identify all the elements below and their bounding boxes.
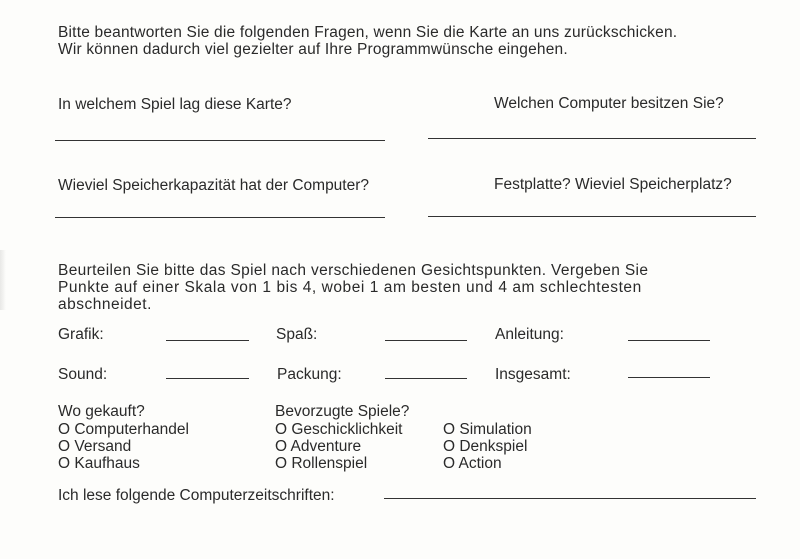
rating-line-spass[interactable] [385,340,467,341]
purchase-option-versand[interactable]: O Versand [58,438,132,455]
rating-text-line-2: Punkte auf einer Skala von 1 bis 4, wobei 1 am besten und 4 am schlechtesten [58,279,642,296]
preferred-title: Bevorzugte Spiele? [275,403,410,420]
rating-text-line-1: Beurteilen Sie bitte das Spiel nach verschiedenen Gesichtspunkten. Vergeben Sie [58,262,649,279]
rating-label-grafik: Grafik: [58,326,104,343]
question-memory: Wieviel Speicherkapazität hat der Computer? [58,177,370,194]
rating-text-line-3: abschneidet. [58,296,152,313]
preferred-option-rollenspiel[interactable]: O Rollenspiel [275,455,368,472]
answer-line-memory[interactable] [55,217,385,218]
purchase-title: Wo gekauft? [58,403,145,420]
rating-label-sound: Sound: [58,366,108,383]
rating-label-packung: Packung: [277,366,342,383]
preferred-option-simulation[interactable]: O Simulation [443,421,532,438]
preferred-option-geschicklichkeit[interactable]: O Geschicklichkeit [275,421,403,438]
answer-line-game[interactable] [55,140,385,141]
rating-line-sound[interactable] [166,378,249,379]
rating-line-insgesamt[interactable] [628,377,710,378]
rating-label-anleitung: Anleitung: [495,326,564,343]
preferred-option-denkspiel[interactable]: O Denkspiel [443,438,528,455]
answer-line-harddisk[interactable] [428,216,756,217]
question-game: In welchem Spiel lag diese Karte? [58,96,292,113]
intro-line-1: Bitte beantworten Sie die folgenden Fragen, wenn Sie die Karte an uns zurückschicken. [58,24,678,41]
rating-line-grafik[interactable] [166,340,249,341]
purchase-option-computerhandel[interactable]: O Computerhandel [58,421,189,438]
rating-line-packung[interactable] [385,378,467,379]
answer-line-computer[interactable] [428,138,756,139]
purchase-option-kaufhaus[interactable]: O Kaufhaus [58,455,140,472]
question-computer: Welchen Computer besitzen Sie? [494,95,724,112]
rating-label-insgesamt: Insgesamt: [495,366,571,383]
magazines-label: Ich lese folgende Computerzeitschriften: [58,487,335,504]
intro-line-2: Wir können dadurch viel gezielter auf Ihre Programmwünsche eingehen. [58,41,568,58]
magazines-answer-line[interactable] [384,498,756,499]
rating-label-spass: Spaß: [276,326,318,343]
preferred-option-action[interactable]: O Action [443,455,502,472]
card-edge-shadow [0,250,6,310]
preferred-option-adventure[interactable]: O Adventure [275,438,362,455]
rating-line-anleitung[interactable] [628,340,710,341]
question-harddisk: Festplatte? Wieviel Speicherplatz? [494,176,732,193]
